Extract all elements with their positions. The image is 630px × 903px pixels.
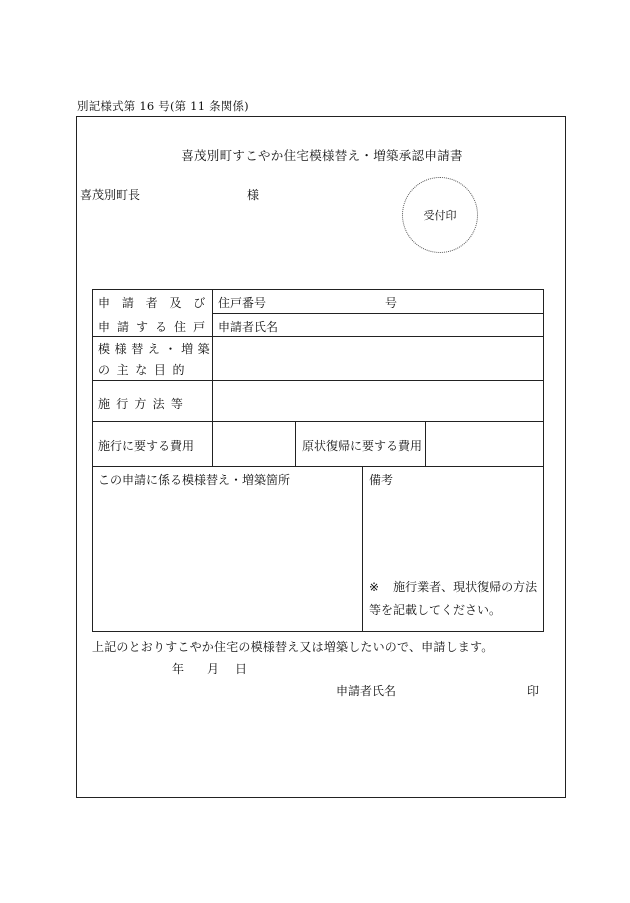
- note-text: 施行業者、現状復帰の方法等を記載してください。: [369, 580, 538, 617]
- table-line: [362, 466, 363, 631]
- reception-stamp-area: [402, 177, 478, 253]
- table-line: [92, 380, 544, 381]
- table-line: [92, 466, 544, 467]
- unit-number-suffix: 号: [385, 296, 398, 310]
- restoration-cost-label: 原状復帰に要する費用: [302, 439, 423, 453]
- date-month: 月: [207, 662, 220, 676]
- applicant-name-label: 申請者氏名: [218, 320, 279, 334]
- table-line: [425, 421, 426, 466]
- applicant-label-line2: 申 請 す る 住 戸: [98, 320, 207, 334]
- table-line: [92, 289, 544, 290]
- construction-method-label: 施 行 方 法 等: [98, 397, 185, 411]
- table-line: [92, 421, 544, 422]
- unit-number-label: 住戸番号: [218, 296, 267, 310]
- purpose-label-line1: 模 様 替 え ・ 増 築: [98, 342, 211, 356]
- document-title: 喜茂別町すこやか住宅模様替え・増築承認申請書: [181, 148, 463, 163]
- honorific: 様: [247, 188, 260, 202]
- table-line: [92, 336, 544, 337]
- table-line: [92, 631, 544, 632]
- remarks-note: [369, 576, 541, 622]
- modification-location-label: この申請に係る模様替え・増築箇所: [98, 473, 291, 487]
- purpose-label-line2: の 主 な 目 的: [98, 363, 186, 377]
- construction-cost-label: 施行に要する費用: [98, 439, 195, 453]
- applicant-label-line1: 申 請 者 及 び: [98, 296, 210, 310]
- reception-stamp-label: 受付印: [423, 209, 457, 222]
- declaration-statement: 上記のとおりすこやか住宅の模様替え又は増築したいので、申請します。: [92, 640, 494, 654]
- table-line: [295, 421, 296, 466]
- form-number: 別記様式第 16 号(第 11 条関係): [77, 99, 249, 113]
- table-line: [543, 289, 544, 632]
- table-line: [92, 289, 93, 632]
- form-frame: [76, 116, 566, 798]
- table-line: [212, 289, 213, 466]
- date-year: 年: [172, 662, 185, 676]
- seal-mark: 印: [527, 684, 540, 698]
- table-line: [212, 313, 544, 314]
- remarks-label: 備考: [369, 473, 394, 487]
- addressee: 喜茂別町長: [80, 188, 141, 202]
- note-mark: ※: [369, 580, 380, 594]
- signature-name-label: 申請者氏名: [336, 684, 397, 698]
- date-day: 日: [235, 662, 248, 676]
